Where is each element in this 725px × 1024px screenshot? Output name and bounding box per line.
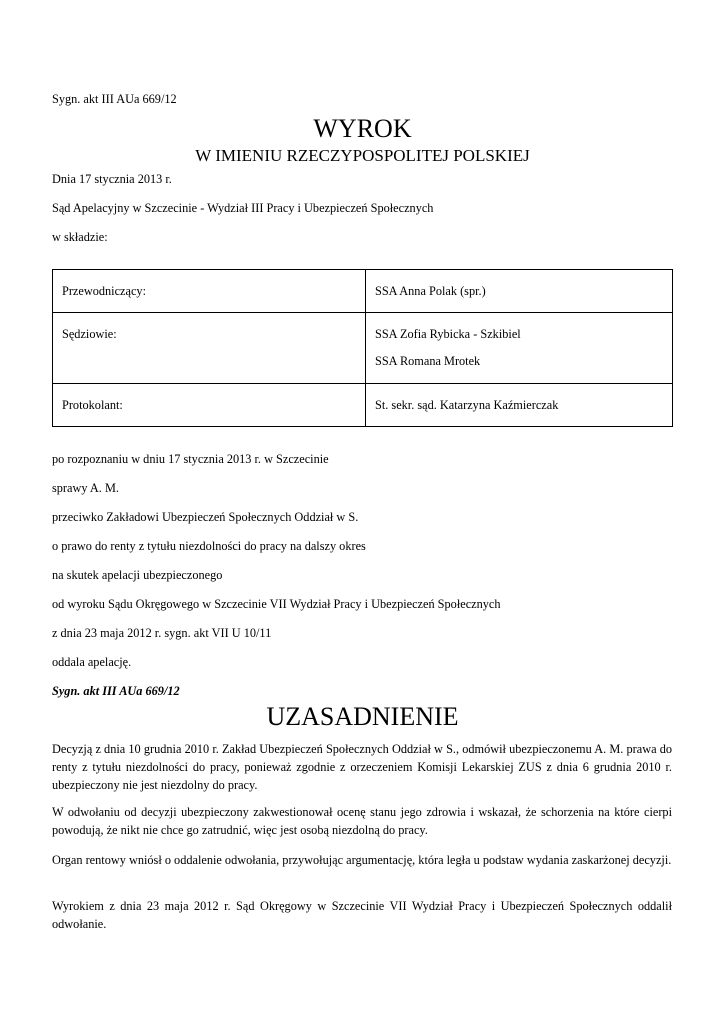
judge-1: SSA Zofia Rybicka - Szkibiel [375,327,521,341]
chair-value: SSA Anna Polak (spr.) [366,270,673,313]
verdict-line: po rozpoznaniu w dniu 17 stycznia 2013 r. w Szczecinie [52,452,329,466]
justification-paragraph: W odwołaniu od decyzji ubezpieczony zakwestionował ocenę stanu jego zdrowia i wskazał, że schorzenia na które cierpi powodują, że nikt nie chce go zatrudnić, więc jest osobą niezdolną do pracy. [52,805,672,837]
table-row [53,384,673,427]
verdict-line: z dnia 23 maja 2012 r. sygn. akt VII U 10/11 [52,626,272,640]
document-subtitle: W IMIENIU RZECZYPOSPOLITEJ POLSKIEJ [195,146,530,165]
case-number: Sygn. akt III AUa 669/12 [52,92,177,106]
justification-paragraph: Decyzją z dnia 10 grudnia 2010 r. Zakład Ubezpieczeń Społecznych Oddział w S., odmówił ubezpieczonemu A. M. prawa do renty z tytułu niezdolności do pracy, ponieważ zgodnie z orzeczeniem Komisji Lekarskiej ZUS z dnia 6 grudnia 2010 r. ubezpieczony nie jest niezdolny do pracy. [52,742,672,792]
document-title: WYROK [313,114,412,143]
verdict-line: przeciwko Zakładowi Ubezpieczeń Społecznych Oddział w S. [52,510,359,524]
table-row [53,313,673,384]
composition-label: w składzie: [52,230,108,244]
judge-2: SSA Romana Mrotek [375,354,481,368]
judges-value [366,313,673,384]
verdict-outcome: oddala apelację. [52,655,132,669]
justification-case-number: Sygn. akt III AUa 669/12 [52,684,180,698]
court-name: Sąd Apelacyjny w Szczecinie - Wydział III Pracy i Ubezpieczeń Społecznych [52,201,434,215]
verdict-line: od wyroku Sądu Okręgowego w Szczecinie VII Wydział Pracy i Ubezpieczeń Społecznych [52,597,501,611]
verdict-line: o prawo do renty z tytułu niezdolności do pracy na dalszy okres [52,539,366,553]
table-row [53,270,673,313]
justification-paragraph: Wyrokiem z dnia 23 maja 2012 r. Sąd Okręgowy w Szczecinie VII Wydział Pracy i Ubezpieczeń Społecznych oddalił odwołanie. [52,899,672,931]
verdict-line: sprawy A. M. [52,481,119,495]
chair-label: Przewodniczący: [53,270,366,313]
clerk-value: St. sekr. sąd. Katarzyna Kaźmierczak [366,384,673,427]
justification-title: UZASADNIENIE [266,702,459,731]
court-panel-table [52,269,673,427]
clerk-label: Protokolant: [53,384,366,427]
justification-paragraph: Organ rentowy wniósł o oddalenie odwołania, przywołując argumentację, która legła u podstaw wydania zaskarżonej decyzji. [52,853,672,867]
judgment-date: Dnia 17 stycznia 2013 r. [52,172,172,186]
judges-label: Sędziowie: [53,313,366,384]
verdict-line: na skutek apelacji ubezpieczonego [52,568,223,582]
